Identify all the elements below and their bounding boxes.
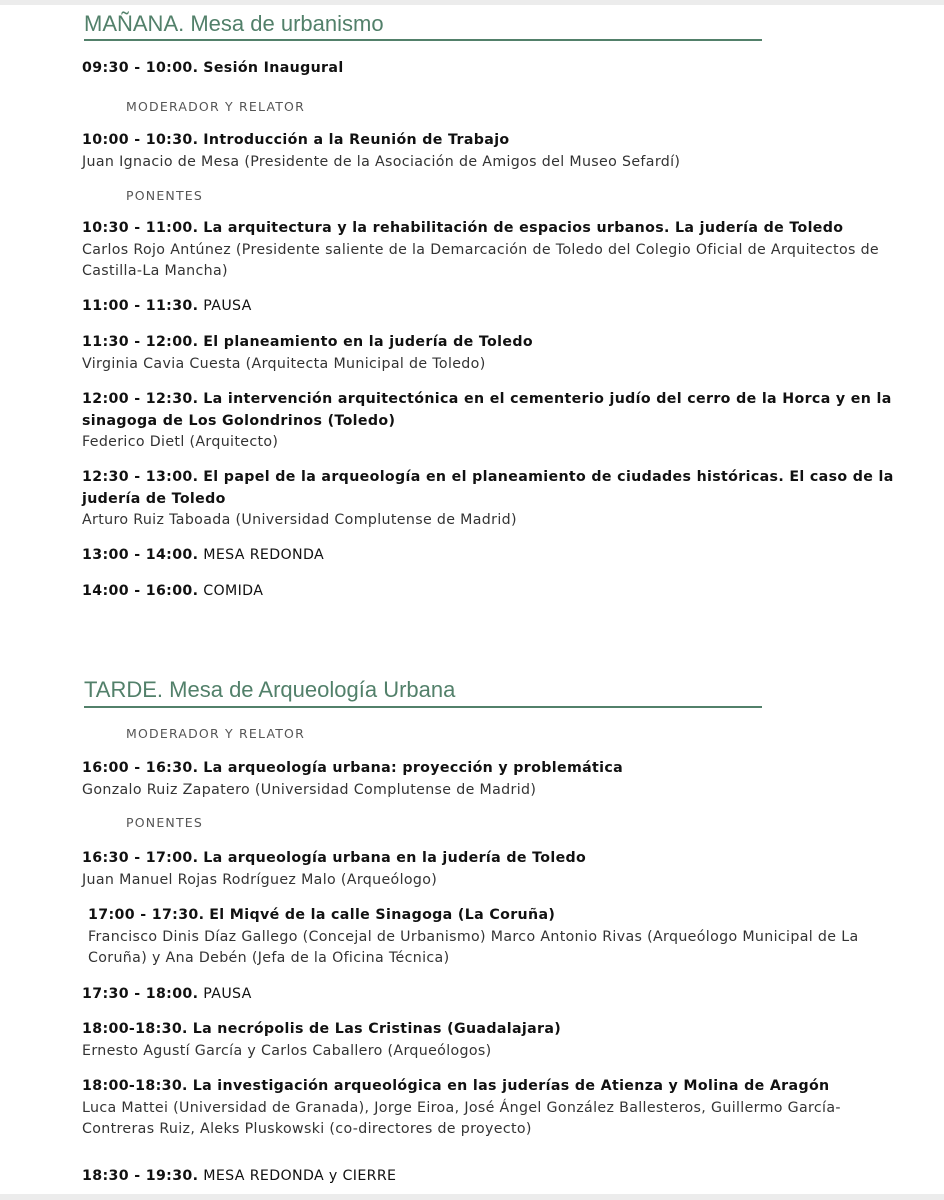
speaker: Arturo Ruiz Taboada (Universidad Complutense de Madrid) xyxy=(82,512,517,528)
schedule-item: 18:00-18:30. La necrópolis de Las Cristinas (Guadalajara) Ernesto Agustí García y Carlos Caballero (Arqueólogos) xyxy=(82,1019,912,1062)
schedule-item: 11:30 - 12:00. El planeamiento en la judería de Toledo Virginia Cavia Cuesta (Arquitecta Municipal de Toledo) xyxy=(82,332,912,375)
schedule-item: 18:00-18:30. La investigación arqueológica en las juderías de Atienza y Molina de Aragón Luca Mattei (Universidad de Granada), Jorge Eiroa, José Ángel González Ballesteros, Guillermo García-Contreras Ruiz, Aleks Pluskowski (co-directores de proyecto) xyxy=(82,1076,912,1141)
role-label-moderator: MODERADOR Y RELATOR xyxy=(126,99,305,114)
section-divider xyxy=(84,39,762,41)
schedule-item: 16:00 - 16:30. La arqueología urbana: proyección y problemática Gonzalo Ruiz Zapatero (Universidad Complutense de Madrid) xyxy=(82,758,912,801)
schedule-item-roundtable: 13:00 - 14:00. MESA REDONDA xyxy=(82,547,325,563)
role-label-speakers: PONENTES xyxy=(126,815,204,830)
speaker: Ernesto Agustí García y Carlos Caballero (Arqueólogos) xyxy=(82,1042,492,1059)
speaker: Juan Manuel Rojas Rodríguez Malo (Arqueólogo) xyxy=(82,871,438,888)
role-label-moderator: MODERADOR Y RELATOR xyxy=(126,726,305,741)
speaker: Federico Dietl (Arquitecto) xyxy=(82,434,279,450)
schedule-item-lunch: 14:00 - 16:00. COMIDA xyxy=(82,583,264,599)
speaker: Gonzalo Ruiz Zapatero (Universidad Complutense de Madrid) xyxy=(82,781,537,798)
schedule-item: 16:30 - 17:00. La arqueología urbana en la judería de Toledo Juan Manuel Rojas Rodríguez Malo (Arqueólogo) xyxy=(82,848,912,891)
schedule-item: 10:30 - 11:00. La arquitectura y la rehabilitación de espacios urbanos. La judería de Toledo Carlos Rojo Antúnez (Presidente saliente de la Demarcación de Toledo del Colegio Oficial de Arquitectos de Castilla-La Mancha) xyxy=(82,218,912,283)
section-title-afternoon: TARDE. Mesa de Arqueología Urbana xyxy=(84,677,456,702)
role-label-speakers: PONENTES xyxy=(126,188,204,203)
speaker: Virginia Cavia Cuesta (Arquitecta Municipal de Toledo) xyxy=(82,355,486,372)
schedule-item: 09:30 - 10:00. Sesión Inaugural xyxy=(82,60,344,76)
schedule-item: 12:00 - 12:30. La intervención arquitectónica en el cementerio judío del cerro de la Horca y en la sinagoga de Los Golondrinos (Toledo) Federico Dietl (Arquitecto) xyxy=(82,389,912,454)
schedule-item: 17:00 - 17:30. El Miqvé de la calle Sinagoga (La Coruña) Francisco Dinis Díaz Gallego (Concejal de Urbanismo) Marco Antonio Rivas (Arqueólogo Municipal de La Coruña) y Ana Debén (Jefa de la Oficina Técnica) xyxy=(88,905,908,970)
schedule-item-break: 11:00 - 11:30. PAUSA xyxy=(82,298,252,314)
schedule-item-break: 17:30 - 18:00. PAUSA xyxy=(82,986,252,1002)
section-title-morning: MAÑANA. Mesa de urbanismo xyxy=(84,11,384,36)
speaker: Luca Mattei (Universidad de Granada), Jorge Eiroa, José Ángel González Ballesteros, Guillermo García-Contreras Ruiz, Aleks Pluskowski (co-directores de proyecto) xyxy=(82,1099,841,1137)
section-divider xyxy=(84,706,762,708)
speaker: Juan Ignacio de Mesa (Presidente de la Asociación de Amigos del Museo Sefardí) xyxy=(82,153,681,170)
schedule-item: 10:00 - 10:30. Introducción a la Reunión de Trabajo Juan Ignacio de Mesa (Presidente de la Asociación de Amigos del Museo Sefardí) xyxy=(82,130,912,173)
schedule-item-closing: 18:30 - 19:30. MESA REDONDA y CIERRE xyxy=(82,1168,397,1184)
bottom-edge xyxy=(0,1194,944,1200)
speaker: Francisco Dinis Díaz Gallego (Concejal de Urbanismo) Marco Antonio Rivas (Arqueólogo Municipal de La Coruña) y Ana Debén (Jefa de la Oficina Técnica) xyxy=(88,928,859,966)
speaker: Carlos Rojo Antúnez (Presidente saliente de la Demarcación de Toledo del Colegio Oficial de Arquitectos de Castilla-La Mancha) xyxy=(82,241,880,279)
top-edge xyxy=(0,0,944,5)
schedule-item: 12:30 - 13:00. El papel de la arqueología en el planeamiento de ciudades históricas. El caso de la judería de Toledo Arturo Ruiz Taboada (Universidad Complutense de Madrid) xyxy=(82,467,912,532)
